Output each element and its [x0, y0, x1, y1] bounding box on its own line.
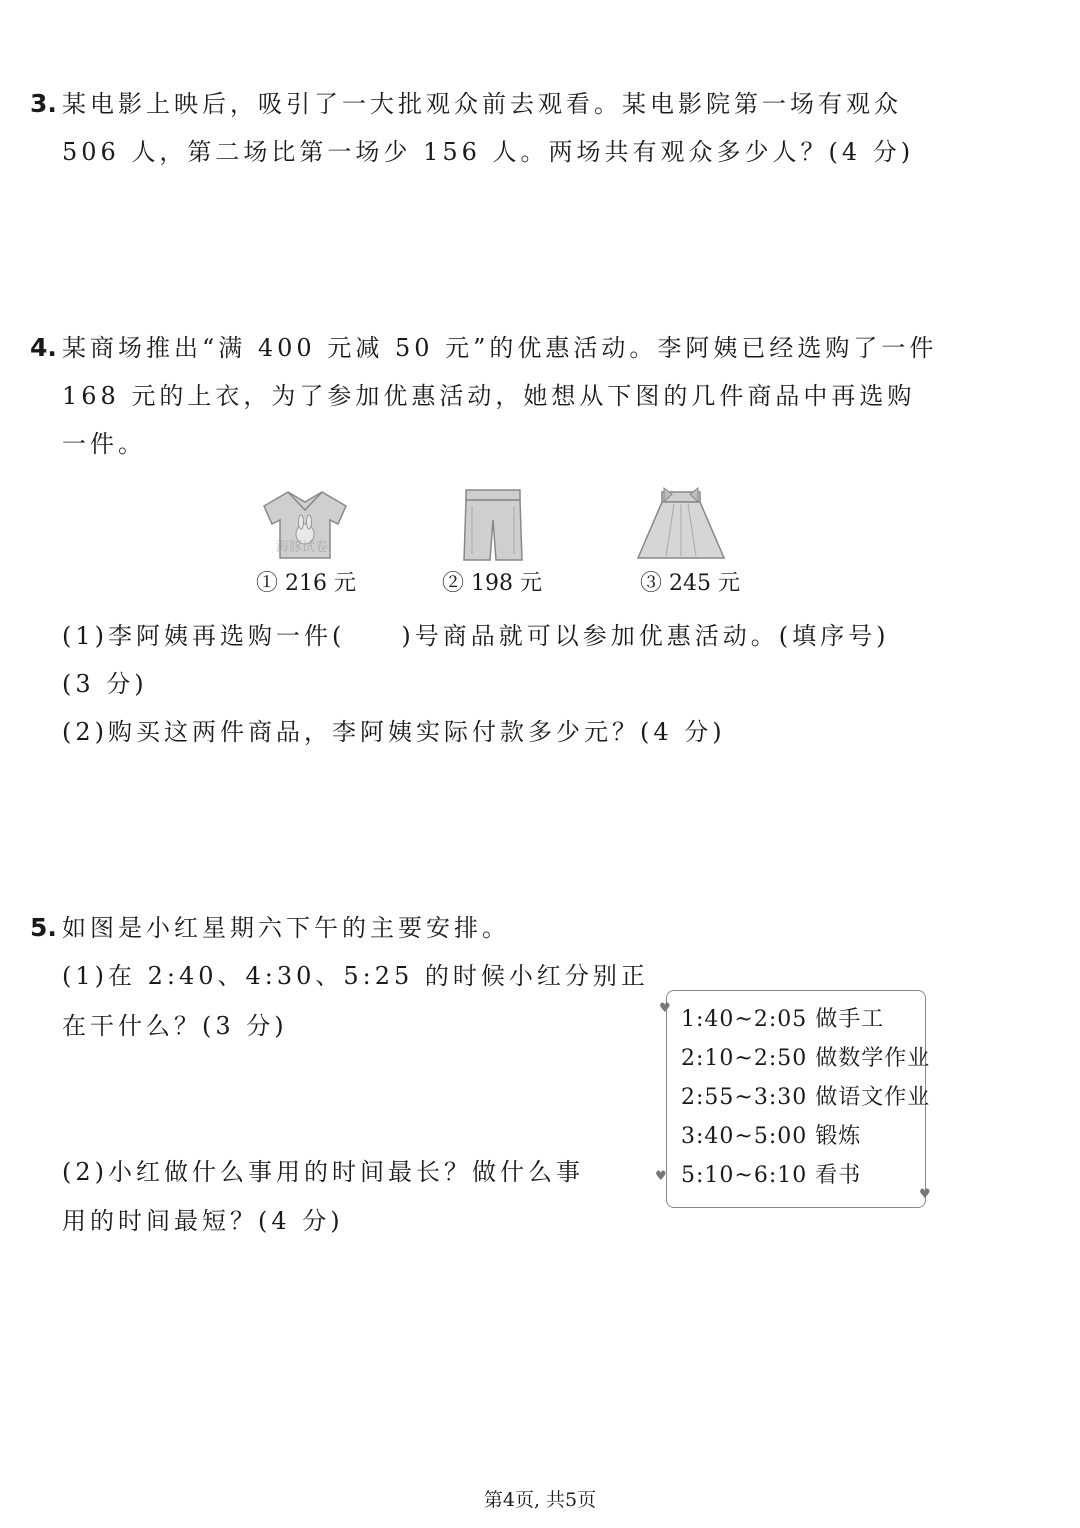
question-5-sub-2-line-1: (2)小红做什么事用的时间最长？做什么事 [62, 1158, 584, 1186]
question-5-number: 5. [30, 913, 57, 942]
question-3-line-1: 某电影上映后，吸引了一大批观众前去观看。某电影院第一场有观众 [62, 90, 902, 118]
question-4-number: 4. [30, 333, 57, 362]
question-4-sub-1-line-2: (3 分) [62, 670, 148, 698]
schedule-row: 1:40~2:05 做手工 [681, 1007, 885, 1032]
question-5-line-1: 如图是小红星期六下午的主要安排。 [62, 914, 510, 942]
product-price-3: ③ 245 元 [640, 571, 740, 596]
question-4-sub-1-line-1: (1)李阿姨再选购一件( )号商品就可以参加优惠活动。(填序号) [62, 622, 890, 650]
schedule-row: 5:10~6:10 看书 [681, 1163, 862, 1188]
question-3-line-2: 506 人，第二场比第一场少 156 人。两场共有观众多少人？(4 分) [62, 138, 915, 166]
question-3-number: 3. [30, 89, 57, 118]
product-images [250, 486, 770, 606]
schedule-box [655, 990, 931, 1208]
product-item-2 [438, 486, 548, 566]
skirt-icon [626, 486, 736, 566]
schedule-row: 3:40~5:00 锻炼 [681, 1124, 862, 1149]
question-4-line-2: 168 元的上衣，为了参加优惠活动，她想从下图的几件商品中再选购 [62, 382, 916, 410]
product-item-3 [626, 486, 736, 566]
shorts-icon [438, 486, 548, 566]
product-item-1 [250, 486, 360, 566]
watermark-text: 海豚试卷 [276, 540, 329, 555]
heart-icon: ♥ [919, 1187, 931, 1202]
product-price-1: ① 216 元 [256, 571, 356, 596]
schedule-row: 2:55~3:30 做语文作业 [681, 1085, 931, 1110]
question-5-sub-1-line-1: (1)在 2:40、4:30、5:25 的时候小红分别正 [62, 962, 649, 990]
heart-icon: ♥ [655, 1169, 667, 1184]
page-footer: 第4页, 共5页 [483, 1489, 597, 1511]
question-4-sub-2: (2)购买这两件商品，李阿姨实际付款多少元？(4 分) [62, 718, 726, 746]
question-5-sub-2-line-2: 用的时间最短？(4 分) [62, 1207, 344, 1235]
schedule-row: 2:10~2:50 做数学作业 [681, 1046, 931, 1071]
question-5-sub-1-line-2: 在干什么？(3 分) [62, 1012, 288, 1040]
product-price-2: ② 198 元 [442, 571, 542, 596]
question-4-line-1: 某商场推出“满 400 元减 50 元”的优惠活动。李阿姨已经选购了一件 [62, 334, 938, 362]
heart-icon: ♥ [659, 1001, 671, 1016]
question-4-line-3: 一件。 [62, 430, 146, 458]
